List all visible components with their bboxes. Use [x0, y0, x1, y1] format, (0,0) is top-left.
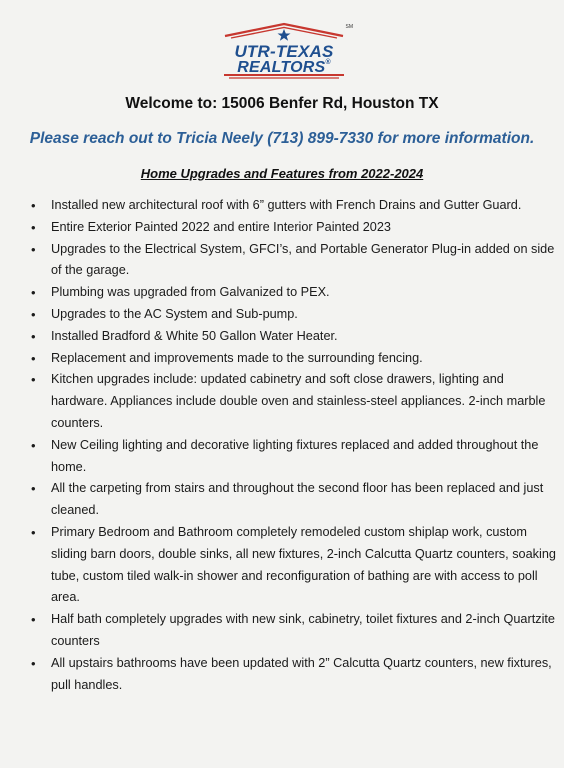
- utr-texas-realtors-logo: [221, 22, 353, 80]
- feature-item: • Upgrades to the Electrical System, GFCI’s, and Portable Generator Plug-in added on side of the garage.: [31, 239, 556, 283]
- logo-wordmark-line2: REALTORS®: [237, 59, 331, 76]
- feature-item: • Installed new architectural roof with 6” gutters with French Drains and Gutter Guard.: [31, 195, 556, 217]
- features-list: [31, 195, 556, 696]
- feature-item: • Kitchen upgrades include: updated cabinetry and soft close drawers, lighting and hardware. Appliances include double oven and stainless-steel appliances. 2-inch marble counters.: [31, 369, 556, 434]
- feature-item: • Entire Exterior Painted 2022 and entire Interior Painted 2023: [31, 217, 556, 239]
- feature-item: • Half bath completely upgrades with new sink, cabinetry, toilet fixtures and 2-inch Quartzite counters: [31, 609, 556, 653]
- feature-item: • Installed Bradford & White 50 Gallon Water Heater.: [31, 326, 556, 348]
- logo-wordmark-line1: UTR-TEXAS: [234, 42, 334, 61]
- feature-item: • Plumbing was upgraded from Galvanized to PEX.: [31, 282, 556, 304]
- contact-line: Please reach out to Tricia Neely (713) 899-7330 for more information.: [29, 130, 535, 147]
- feature-item: • All the carpeting from stairs and throughout the second floor has been replaced and just cleaned.: [31, 478, 556, 522]
- feature-item: • All upstairs bathrooms have been updated with 2” Calcutta Quartz counters, new fixtures, pull handles.: [31, 653, 556, 697]
- feature-item: • Replacement and improvements made to the surrounding fencing.: [31, 348, 556, 370]
- service-mark: SM: [345, 24, 353, 30]
- feature-item: • Primary Bedroom and Bathroom completely remodeled custom shiplap work, custom sliding barn doors, double sinks, all new fixtures, 2-inch Calcutta Quartz counters, soaking tube, custom tiled walk-in shower and reconfiguration of bathing are with access to poll area.: [31, 522, 556, 609]
- section-title: Home Upgrades and Features from 2022-2024: [140, 166, 424, 181]
- feature-item: • New Ceiling lighting and decorative lighting fixtures replaced and added throughout the home.: [31, 435, 556, 479]
- welcome-heading: Welcome to: 15006 Benfer Rd, Houston TX: [125, 95, 439, 112]
- feature-item: • Upgrades to the AC System and Sub-pump.: [31, 304, 556, 326]
